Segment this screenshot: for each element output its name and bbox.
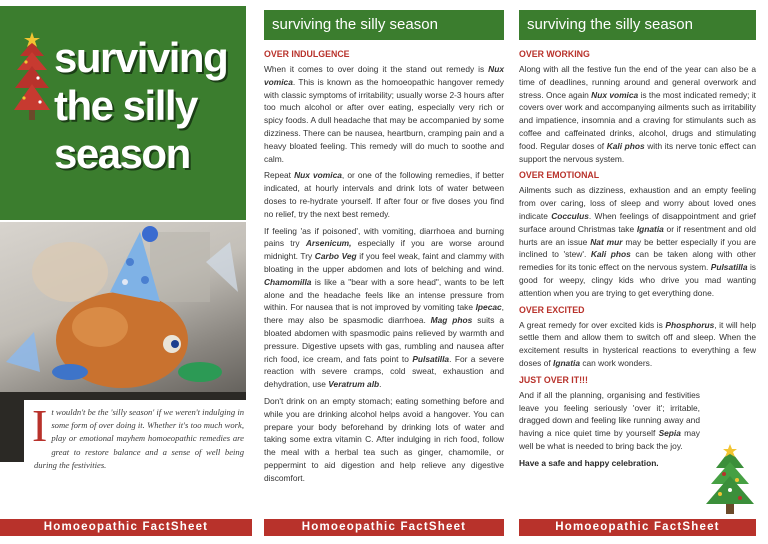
remedy-name: Nux vomica	[264, 64, 504, 87]
footer-banner: Homoeopathic FactSheet	[519, 519, 756, 536]
column-body	[264, 46, 504, 489]
footer-banner: Homoeopathic FactSheet	[264, 519, 504, 536]
paragraph: Along with all the festive fun the end of the year can also be a time of deadlines, running around and general overwork and stress. Once again Nux vomica is the most indicated remedy; it covers over work and accompanying ailments such as irritability and impatience, insomnia and a craving for stimulants such as coffee and caffeinated drinks, alcohol, drugs and stimulating food. Regular doses of Kali phos with its nerve tonic effect can support the nervous system.	[519, 64, 757, 164]
remedy-name: Carbo Veg	[314, 251, 357, 262]
remedy-name: Veratrum alb	[328, 379, 380, 390]
column-body	[519, 46, 756, 474]
remedy-name: Ignatia	[636, 223, 664, 234]
remedy-name: Ignatia	[553, 357, 580, 368]
closing-line: Have a safe and happy celebration.	[519, 457, 659, 468]
footer-banner: Homoeopathic FactSheet	[0, 519, 252, 536]
cover-title: surviving the silly season	[54, 34, 228, 177]
section-heading: OVER EMOTIONAL	[519, 170, 600, 181]
column-header: surviving the silly season	[264, 10, 504, 40]
remedy-name: Pulsatilla	[710, 262, 748, 273]
intro-box	[24, 400, 246, 516]
paragraph: Ailments such as dizziness, exhaustion and an empty feeling from over caring, loss of sleep and worry about loved ones indicate Cocculus. When feelings of disappointment and grief surface around Christmas take Ignatia or if resentment and old hurts are an issue Nat mur may be better especially if you are inclined to 'stew'. Kali phos can be taken along with other remedies for its tonic effect on the nervous system. Pulsatilla is good for weepy, clingy kids who drive you mad wanting attention when you are trying to get everything done.	[519, 185, 756, 298]
section-heading: OVER INDULGENCE	[264, 49, 350, 59]
christmas-tree-icon	[704, 444, 756, 516]
column-over-indulgence	[264, 0, 504, 544]
remedy-name: Ipecac	[475, 302, 502, 313]
intro-text: t wouldn't be the 'silly season' if we weren't indulging in some form of over doing it. Whether it's too much work, play or emotional mayhem homoeopathic remedies are great to restore balance and a sense of well being during the festivities.	[34, 407, 244, 470]
remedy-name: Nux vomica	[591, 89, 639, 100]
section-heading: OVER WORKING	[519, 49, 590, 59]
remedy-name: Kali phos	[590, 249, 631, 260]
christmas-tree-icon	[14, 32, 50, 142]
paragraph: Repeat Nux vomica, or one of the following remedies, if better indicated, at hourly intervals and drink lots of water between doses to re-hydrate yourself. If after four or five doses you find no relief, try the next best remedy.	[264, 170, 504, 219]
column-over-working	[519, 0, 756, 544]
section-heading: JUST OVER IT!!!	[519, 374, 588, 385]
remedy-name: Kali phos	[606, 140, 645, 151]
cover-column	[0, 0, 252, 544]
remedy-name: Arsenicum,	[305, 238, 352, 249]
remedy-name: Cocculus	[551, 210, 589, 221]
remedy-name: Sepia	[658, 428, 681, 439]
section-heading: OVER EXCITED	[519, 304, 585, 315]
paragraph: And if all the planning, organising and festivities leave you feeling seriously 'over it'; irritable, dragged down and feeling like running away and having a nice quiet time by yourself Sepia may well be what is needed to bring back the joy.	[519, 389, 700, 451]
column-header: surviving the silly season	[519, 10, 756, 40]
paragraph: When it comes to over doing it the stand out remedy is Nux vomica. This is known as the homoeopathic hangover remedy with classic symptoms of irritability; usually worse 2-3 hours after too much alcohol or after over eating, especially very rich or spicy foods. A dull headache that may be accompanied by some dizziness. There can be nausea, heartburn, cramping pain and a heavy bloated feeling. This remedy will do much to soothe and calm.	[264, 64, 504, 164]
remedy-name: Phosphorus	[665, 319, 715, 330]
paragraph: A great remedy for over excited kids is Phosphorus, it will help settle them and allow them to switch off and sleep. When the excitement results in hysterical reactions to everything a few doses of Ignatia can work wonders.	[519, 319, 756, 368]
paragraph: Don't drink on an empty stomach; eating something before and while you are drinking alcohol helps avoid a hangover. You can prepare your body beforehand by drinking lots of water and taking some extra vitamin C. After indulging in rich food, follow the meal with a herbal tea such as ginger, chamomile, or peppermint to aid digestion and help relieve any digestive discomfort.	[264, 395, 504, 483]
remedy-name: Chamomilla	[264, 276, 312, 287]
intro-dropcap: I	[32, 400, 48, 451]
cover-panel	[0, 6, 246, 220]
remedy-name: Nat mur	[590, 236, 623, 247]
remedy-name: Mag phos	[430, 315, 473, 326]
remedy-name: Pulsatilla	[412, 353, 450, 364]
remedy-name: Nux vomica	[294, 170, 342, 181]
paragraph: If feeling 'as if poisoned', with vomiting, diarrhoea and burning pains try Arsenicum, especially if you are worse around midnight. Try Carbo Veg if you feel weak, faint and clammy with bloating in the upper abdomen and lots of belching and wind. Chamomilla is like a "bear with a sore head", wants to be left alone and the headache feels like an intense pressure from within. For nausea that is not improved by vomiting take Ipecac, there may also be spasmodic diarrhoea. Mag phos suits a bloated abdomen with spasmodic pains relieved by warmth and pressure. Digestive upsets with gas, rumbling and nausea after rich food, ice cream, and fats point to Pulsatilla. For a severe reaction with severe cramps, cold sweat, exhaustion and dehydration, use Veratrum alb.	[264, 225, 505, 390]
